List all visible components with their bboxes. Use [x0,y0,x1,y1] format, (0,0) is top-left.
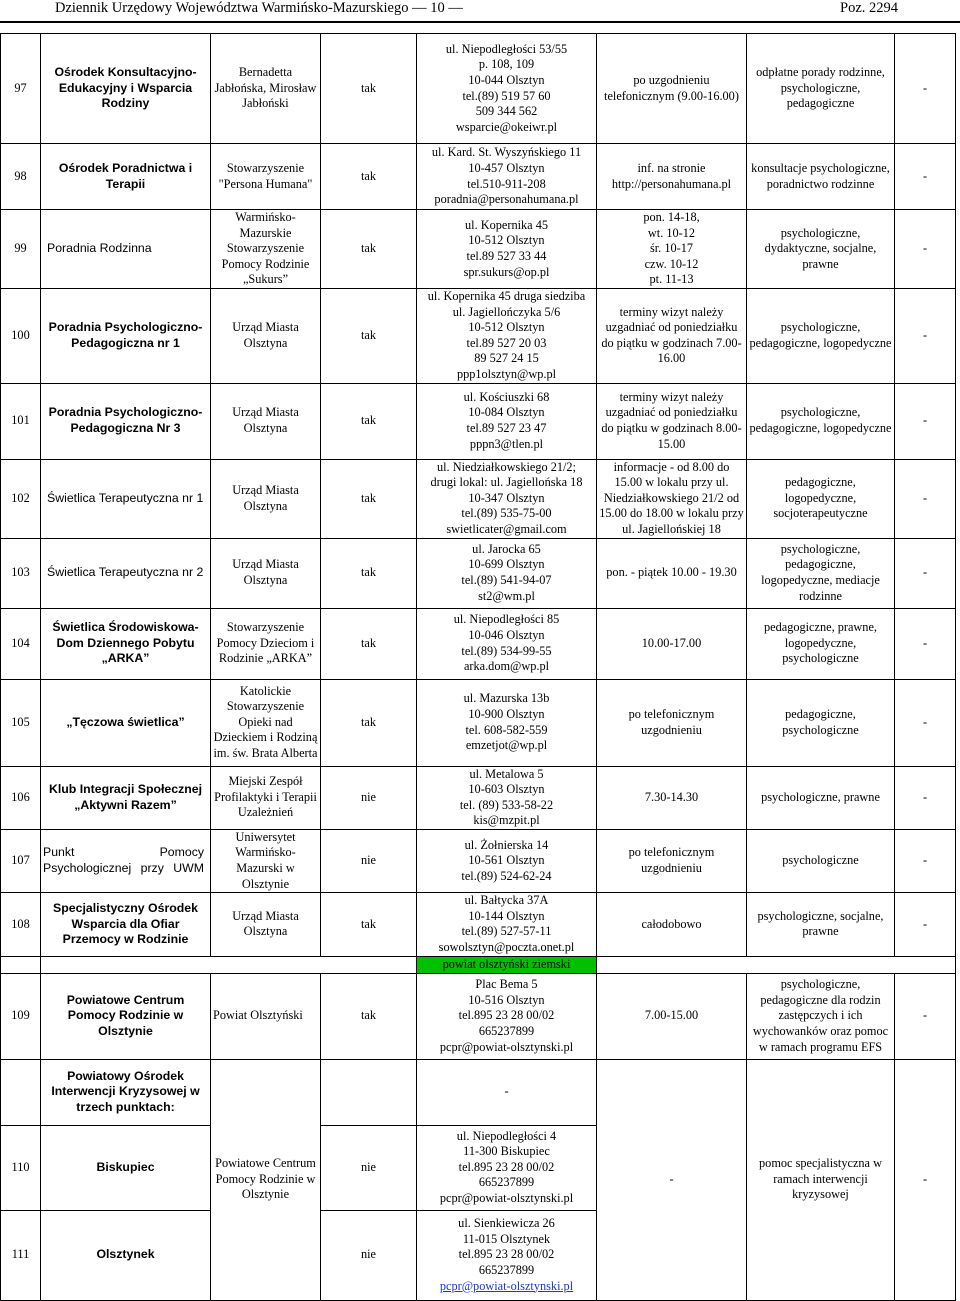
agreement-flag: tak [321,210,417,289]
page-header [0,0,960,22]
institution-address: ul. Kościuszki 68 10-084 Olsztyn tel.89 527 23 47 pppn3@tlen.pl [417,383,597,459]
agreement-flag: tak [321,144,417,210]
section-spacer [597,956,747,973]
row-number: 111 [1,1210,41,1300]
services-offered: odpłatne porady rodzinne, psychologiczne, pedagogiczne [747,34,895,144]
opening-hours: pon. 14-18, wt. 10-12 śr. 10-17 czw. 10-12 pt. 11-13 [597,210,747,289]
opening-hours: pon. - piątek 10.00 - 19.30 [597,538,747,608]
row-number: 108 [1,893,41,956]
table-row [1,608,956,679]
institution-name: Świetlica Terapeutyczna nr 2 [41,538,211,608]
institution-organizer: Urząd Miasta Olsztyna [211,459,321,538]
opening-hours: po uzgodnieniu telefonicznym (9.00-16.00) [597,34,747,144]
agreement-flag: tak [321,459,417,538]
row-number: 99 [1,210,41,289]
section-row [1,956,956,973]
agreement-flag: nie [321,829,417,892]
section-title: powiat olsztyński ziemski [417,956,597,973]
table-row [1,459,956,538]
institution-address: ul. Niepodległości 53/55 p. 108, 109 10-044 Olsztyn tel.(89) 519 57 60 509 344 562 wsparcie@okeiwr.pl [417,34,597,144]
section-spacer [211,956,321,973]
opening-hours: - [597,1059,747,1300]
row-number: 105 [1,679,41,766]
institution-name: Specjalistyczny Ośrodek Wsparcia dla Ofiar Przemocy w Rodzinie [41,893,211,956]
other-info: - [895,973,956,1059]
institution-address: ul. Niepodległości 85 10-046 Olsztyn tel.(89) 534-99-55 arka.dom@wp.pl [417,608,597,679]
institution-organizer: Urząd Miasta Olsztyna [211,288,321,383]
other-info: - [895,829,956,892]
row-number: 106 [1,766,41,829]
services-offered: psychologiczne, pedagogiczne dla rodzin zastępczych i ich wychowanków oraz pomoc w ramach programu EFS [747,973,895,1059]
institution-name: Klub Integracji Społecznej „Aktywni Razem” [41,766,211,829]
agreement-flag: nie [321,1210,417,1300]
row-number: 100 [1,288,41,383]
institution-name: Poradnia Psychologiczno-Pedagogiczna nr 1 [41,288,211,383]
table-row [1,383,956,459]
institution-address: ul. Żołnierska 14 10-561 Olsztyn tel.(89) 524-62-24 [417,829,597,892]
row-number: 103 [1,538,41,608]
institutions-table [0,33,956,1301]
agreement-empty [321,1059,417,1125]
institution-organizer: Urząd Miasta Olsztyna [211,538,321,608]
header-rule [0,21,960,23]
row-number: 110 [1,1125,41,1210]
institution-address: ul. Kopernika 45 druga siedziba ul. Jagiellończyka 5/6 10-512 Olsztyn tel.89 527 20 03 89 527 24 15 ppp1olsztyn@wp.pl [417,288,597,383]
table-row [1,766,956,829]
other-info: - [895,608,956,679]
institution-address: ul. Niepodległości 4 11-300 Biskupiec tel.895 23 28 00/02 665237899 pcpr@powiat-olsztynski.pl [417,1125,597,1210]
opening-hours: 7.30-14.30 [597,766,747,829]
institution-address: ul. Niedziałkowskiego 21/2; drugi lokal: ul. Jagiellońska 18 10-347 Olsztyn tel.(89) 535-75-00 swietlicater@gmail.com [417,459,597,538]
opening-hours: informacje - od 8.00 do 15.00 w lokalu przy ul. Niedziałkowskiego 21/2 od 15.00 do 18.00 w lokalu przy ul. Jagiellońskiej 18 [597,459,747,538]
institution-address: ul. Jarocka 65 10-699 Olsztyn tel.(89) 541-94-07 st2@wm.pl [417,538,597,608]
institution-name: „Tęczowa świetlica” [41,679,211,766]
table-row [1,679,956,766]
services-offered: psychologiczne, prawne [747,766,895,829]
row-number: 101 [1,383,41,459]
agreement-flag: nie [321,766,417,829]
other-info: - [895,34,956,144]
institution-organizer: Stowarzyszenie "Persona Humana" [211,144,321,210]
agreement-flag: tak [321,608,417,679]
institution-name: Biskupiec [41,1125,211,1210]
agreement-flag: tak [321,538,417,608]
institution-organizer: Warmińsko-Mazurskie Stowarzyszenie Pomocy Rodzinie „Sukurs” [211,210,321,289]
opening-hours: po telefonicznym uzgodnieniu [597,829,747,892]
services-offered: konsultacje psychologiczne, poradnictwo rodzinne [747,144,895,210]
institution-address: ul. Bałtycka 37A 10-144 Olsztyn tel.(89) 527-57-11 sowolsztyn@poczta.onet.pl [417,893,597,956]
section-spacer [41,956,211,973]
row-number: 97 [1,34,41,144]
table-row [1,288,956,383]
services-offered: pedagogiczne, logopedyczne, socjoterapeutyczne [747,459,895,538]
table-row [1,829,956,892]
other-info: - [895,893,956,956]
agreement-flag: nie [321,1125,417,1210]
table-row [1,973,956,1059]
services-offered: psychologiczne, pedagogiczne, logopedyczne [747,383,895,459]
row-number: 102 [1,459,41,538]
other-info: - [895,679,956,766]
agreement-flag: tak [321,973,417,1059]
institution-organizer: Powiat Olsztyński [211,973,321,1059]
institution-name: Świetlica Środowiskowa-Dom Dziennego Pobytu „ARKA” [41,608,211,679]
opening-hours: terminy wizyt należy uzgadniać od poniedziałku do piątku w godzinach 8.00-15.00 [597,383,747,459]
header-position: Poz. 2294 [840,0,898,16]
other-info: - [895,144,956,210]
institution-name: Powiatowe Centrum Pomocy Rodzinie w Olsztynie [41,973,211,1059]
address-dash: - [417,1059,597,1125]
agreement-flag: tak [321,34,417,144]
other-info: - [895,538,956,608]
services-offered: psychologiczne, socjalne, prawne [747,893,895,956]
institution-organizer: Stowarzyszenie Pomocy Dzieciom i Rodzinie „ARKA” [211,608,321,679]
institution-name: Ośrodek Konsultacyjno-Edukacyjny i Wsparcia Rodziny [41,34,211,144]
other-info: - [895,1059,956,1300]
opening-hours: 10.00-17.00 [597,608,747,679]
institution-organizer: Urząd Miasta Olsztyna [211,383,321,459]
email-link[interactable]: pcpr@powiat-olsztynski.pl [439,1278,574,1293]
services-offered: psychologiczne, pedagogiczne, logopedyczne, mediacje rodzinne [747,538,895,608]
group-name: Powiatowy Ośrodek Interwencji Kryzysowej w trzech punktach: [41,1059,211,1125]
institution-organizer: Miejski Zespół Profilaktyki i Terapii Uzależnień [211,766,321,829]
institution-organizer: Powiatowe Centrum Pomocy Rodzinie w Olsztynie [211,1059,321,1300]
header-journal-title: Dziennik Urzędowy Województwa Warmińsko-Mazurskiego — 10 — [55,0,463,16]
table-row [1,34,956,144]
row-number: 98 [1,144,41,210]
opening-hours: po telefonicznym uzgodnieniu [597,679,747,766]
institution-address: ul. Mazurska 13b 10-900 Olsztyn tel. 608-582-559 emzetjot@wp.pl [417,679,597,766]
opening-hours: terminy wizyt należy uzgadniać od poniedziałku do piątku w godzinach 7.00-16.00 [597,288,747,383]
section-spacer [321,956,417,973]
services-offered: pomoc specjalistyczna w ramach interwencji kryzysowej [747,1059,895,1300]
row-number-empty [1,1059,41,1125]
table-row [1,1059,956,1125]
institution-name: Olsztynek [41,1210,211,1300]
opening-hours: 7.00-15.00 [597,973,747,1059]
other-info: - [895,210,956,289]
other-info: - [895,766,956,829]
services-offered: pedagogiczne, psychologiczne [747,679,895,766]
section-spacer [1,956,41,973]
agreement-flag: tak [321,893,417,956]
agreement-flag: tak [321,679,417,766]
section-spacer [747,956,895,973]
services-offered: psychologiczne, dydaktyczne, socjalne, prawne [747,210,895,289]
other-info: - [895,288,956,383]
other-info: - [895,459,956,538]
institution-name: Ośrodek Poradnictwa i Terapii [41,144,211,210]
institution-name: Poradnia Rodzinna [41,210,211,289]
institution-organizer: Bernadetta Jabłońska, Mirosław Jabłoński [211,34,321,144]
agreement-flag: tak [321,383,417,459]
services-offered: psychologiczne, pedagogiczne, logopedyczne [747,288,895,383]
row-number: 107 [1,829,41,892]
row-number: 109 [1,973,41,1059]
agreement-flag: tak [321,288,417,383]
institution-name: Poradnia Psychologiczno-Pedagogiczna Nr 3 [41,383,211,459]
table-row [1,144,956,210]
institution-address: ul. Metalowa 5 10-603 Olsztyn tel. (89) 533-58-22 kis@mzpit.pl [417,766,597,829]
table-row [1,893,956,956]
institution-address: ul. Kopernika 45 10-512 Olsztyn tel.89 527 33 44 spr.sukurs@op.pl [417,210,597,289]
institution-name: Punkt Pomocy Psychologicznej przy UWM [41,829,211,892]
institution-organizer: Katolickie Stowarzyszenie Opieki nad Dzieckiem i Rodziną im. św. Brata Alberta [211,679,321,766]
institution-address [417,1210,597,1300]
opening-hours: inf. na stronie http://personahumana.pl [597,144,747,210]
institution-organizer: Uniwersytet Warmińsko-Mazurski w Olsztynie [211,829,321,892]
services-offered: pedagogiczne, prawne, logopedyczne, psychologiczne [747,608,895,679]
address-text: ul. Sienkiewicza 26 11-015 Olsztynek tel.895 23 28 00/02 665237899 [458,1216,555,1277]
other-info: - [895,383,956,459]
institution-address: ul. Kard. St. Wyszyńskiego 11 10-457 Olsztyn tel.510-911-208 poradnia@personahumana.pl [417,144,597,210]
institution-address: Plac Bema 5 10-516 Olsztyn tel.895 23 28 00/02 665237899 pcpr@powiat-olsztynski.pl [417,973,597,1059]
table-row [1,538,956,608]
institution-name: Świetlica Terapeutyczna nr 1 [41,459,211,538]
opening-hours: całodobowo [597,893,747,956]
institution-organizer: Urząd Miasta Olsztyna [211,893,321,956]
table-row [1,210,956,289]
row-number: 104 [1,608,41,679]
services-offered: psychologiczne [747,829,895,892]
section-spacer [895,956,956,973]
